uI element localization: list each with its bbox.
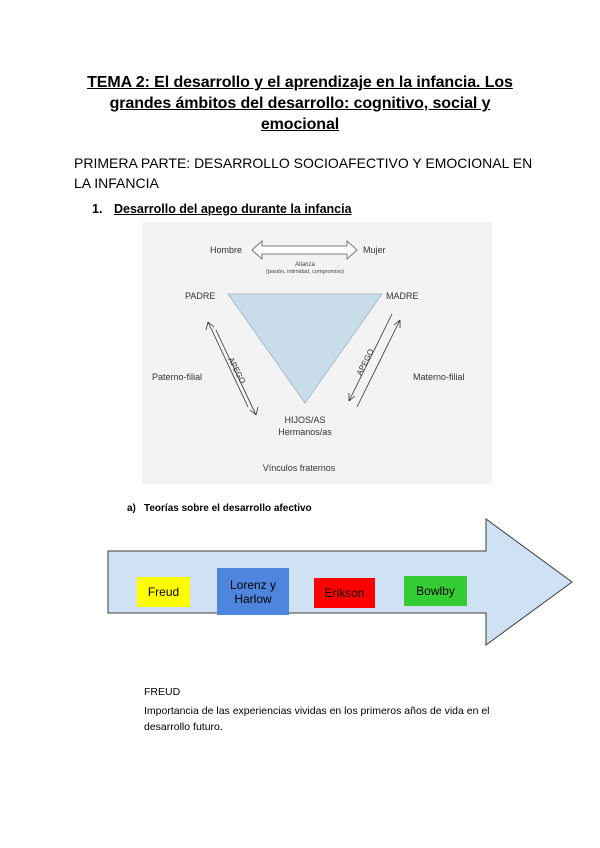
alliance-double-arrow <box>252 241 357 259</box>
section-heading <box>92 202 352 216</box>
theory-box-bowlby: Bowlby <box>404 576 467 606</box>
hijos-label: HIJOS/AS <box>284 415 326 425</box>
apego-right-label: APEGO <box>354 347 376 377</box>
subsection-letter: a) <box>127 503 136 514</box>
freud-paragraph: Importancia de las experiencias vividas en los primeros años de vida en el desarrollo futuro. <box>144 705 490 733</box>
part-heading: PRIMERA PARTE: DESARROLLO SOCIOAFECTIVO Y EMOCIONAL EN LA INFANCIA <box>74 155 533 191</box>
padre-label: PADRE <box>185 291 216 301</box>
theory-box-erikson: Erikson <box>314 578 375 608</box>
page-title: TEMA 2: El desarrollo y el aprendizaje en la infancia. Los grandes ámbitos del desarrollo: cognitivo, social y emocional <box>87 74 513 133</box>
section-number: 1. <box>92 202 103 216</box>
section-title: Desarrollo del apego durante la infancia <box>114 202 352 216</box>
mujer-label: Mujer <box>363 245 386 255</box>
subsection-heading <box>127 503 312 514</box>
subsection-title: Teorías sobre el desarrollo afectivo <box>144 503 312 514</box>
alianza-detail: (pasión, intimidad, compromiso) <box>266 269 344 275</box>
paterno-label: Paterno-filial <box>152 372 203 382</box>
hermanos-label: Hermanos/as <box>278 427 332 437</box>
family-triangle <box>228 294 382 403</box>
attachment-diagram <box>142 222 492 484</box>
madre-label: MADRE <box>386 291 419 301</box>
freud-heading: FREUD <box>144 686 181 698</box>
vinculos-label: Vínculos fraternos <box>262 463 336 473</box>
alianza-label: Alianza <box>295 262 315 268</box>
theory-box-lorenz-harlow: Lorenz y Harlow <box>217 568 289 615</box>
hombre-label: Hombre <box>210 245 243 255</box>
materno-label: Materno-filial <box>413 372 465 382</box>
theory-box-freud: Freud <box>137 577 190 607</box>
apego-left-label: APEGO <box>226 355 248 386</box>
